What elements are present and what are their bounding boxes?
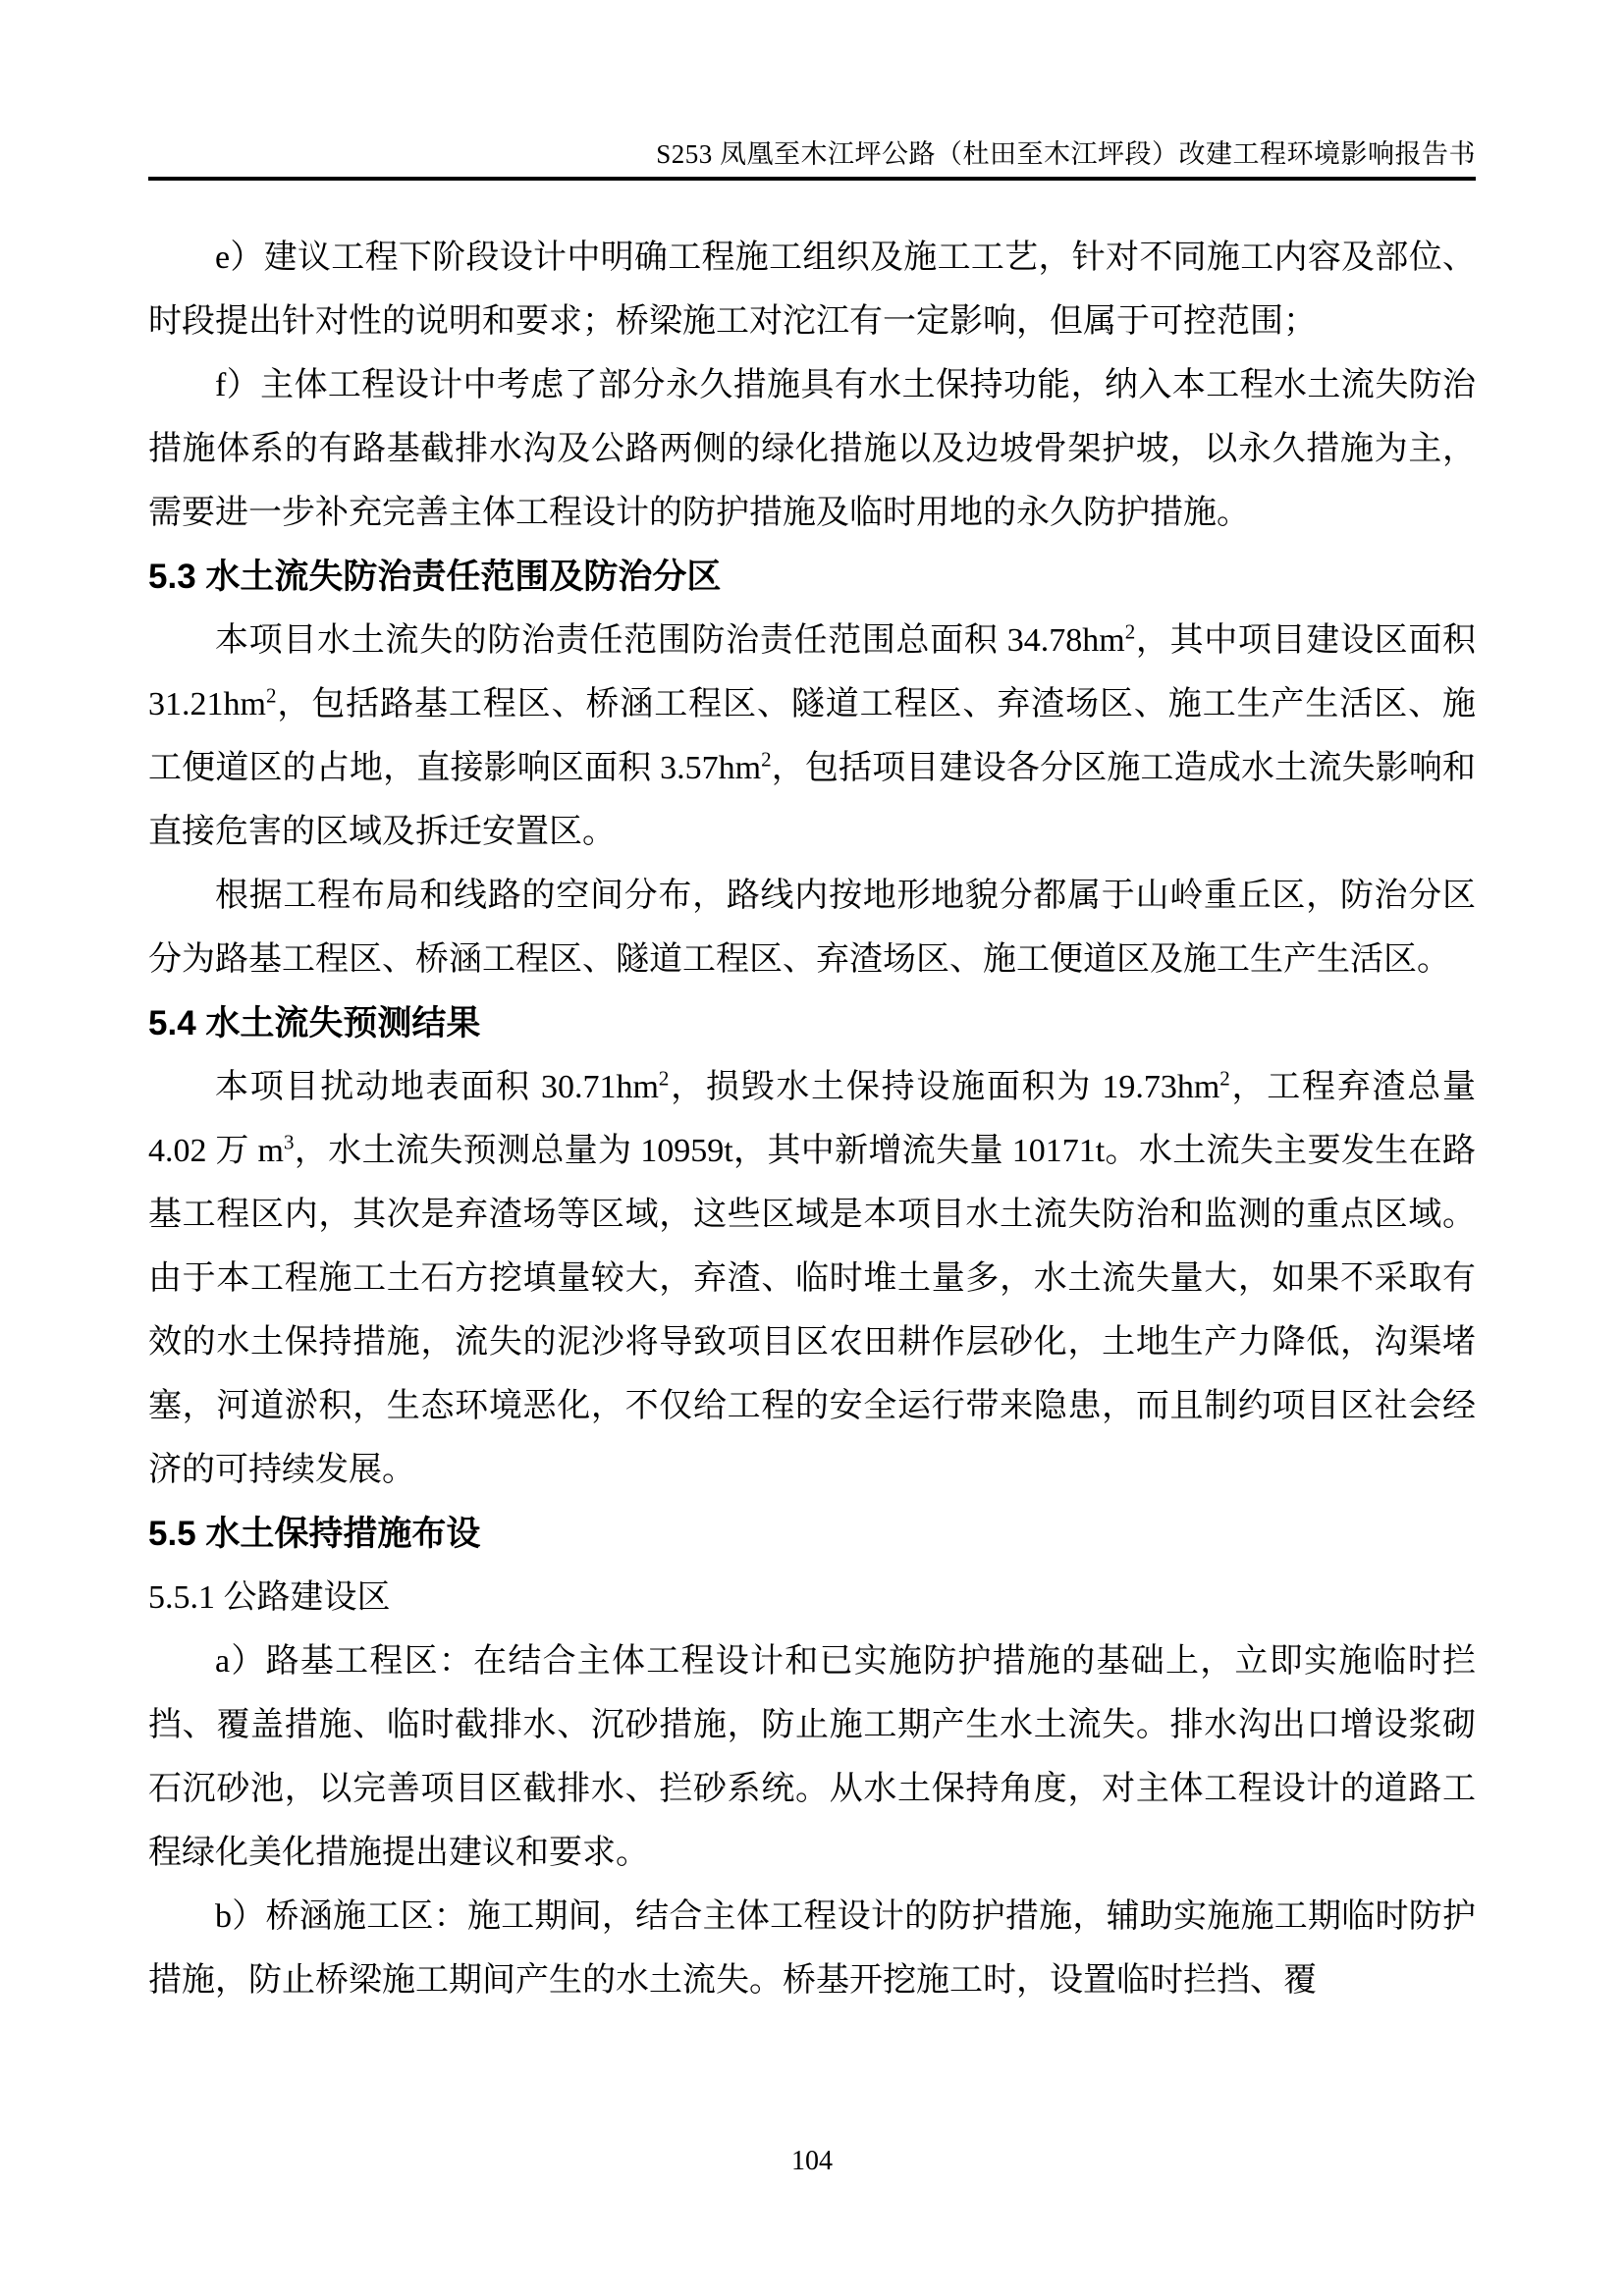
- text-run: ，包括项目建设各分区施工造成水土流失影响和直接危害的区域及拆迁安置区。: [148, 750, 1476, 850]
- paragraph: [148, 1885, 1476, 2012]
- paragraph: [148, 226, 1476, 353]
- text-run: 本项目水土流失的防治责任范围防治责任范围总面积 34.78hm: [215, 622, 1125, 659]
- text-run: ，损毁水土保持设施面积为 19.73hm: [669, 1069, 1220, 1105]
- section-heading: [148, 991, 1476, 1055]
- text-run: ，水土流失预测总量为 10959t，其中新增流失量 10171t。水土流失主要发生在路基工程区内，其次是弃渣场等区域，这些区域是本项目水土流失防治和监测的重点区域。由于本工程施工土石方挖填量较大，弃渣、临时堆土量多，水土流失量大，如果不采取有效的水土保持措施，流失的泥沙将导致项目区农田耕作层砂化，土地生产力降低，沟渠堵塞，河道淤积，生态环境恶化，不仅给工程的安全运行带来隐患，而且制约项目区社会经济的可持续发展。: [148, 1133, 1477, 1488]
- text-run: 本项目扰动地表面积 30.71hm: [215, 1069, 659, 1105]
- text-run: b）桥涵施工区：施工期间，结合主体工程设计的防护措施，辅助实施施工期临时防护措施，防止桥梁施工期间产生的水土流失。桥基开挖施工时，设置临时拦挡、覆: [148, 1898, 1476, 1999]
- document-header-title: S253 凤凰至木江坪公路（杜田至木江坪段）改建工程环境影响报告书: [656, 139, 1476, 169]
- text-run: 5.4 水土流失预测结果: [148, 1004, 481, 1042]
- text-run: 5.5.1 公路建设区: [148, 1579, 391, 1616]
- text-run: e）建议工程下阶段设计中明确工程施工组织及施工工艺，针对不同施工内容及部位、时段提出针对性的说明和要求；桥梁施工对沱江有一定影响，但属于可控范围；: [148, 240, 1476, 340]
- section-heading: [148, 1502, 1476, 1566]
- section-heading: [148, 545, 1476, 609]
- text-run: 5.5 水土保持措施布设: [148, 1515, 481, 1553]
- superscript: 2: [1219, 1066, 1230, 1091]
- superscript: 2: [658, 1066, 670, 1091]
- text-run: ，其中项目建设区面积 31.21hm: [148, 622, 1476, 722]
- paragraph: [148, 864, 1476, 991]
- text-run: f）主体工程设计中考虑了部分永久措施具有水土保持功能，纳入本工程水土流失防治措施体系的有路基截排水沟及公路两侧的绿化措施以及边坡骨架护坡，以永久措施为主，需要进一步补充完善主体工程设计的防护措施及临时用地的永久防护措施。: [148, 367, 1476, 531]
- text-run: 根据工程布局和线路的空间分布，路线内按地形地貌分都属于山岭重丘区，防治分区分为路基工程区、桥涵工程区、隧道工程区、弃渣场区、施工便道区及施工生产生活区。: [148, 878, 1476, 978]
- paragraph: [148, 1629, 1476, 1885]
- section-heading: [148, 1566, 1476, 1629]
- text-run: 5.3 水土流失防治责任范围及防治分区: [148, 558, 722, 596]
- paragraph: [148, 1055, 1476, 1502]
- page-number: 104: [791, 2146, 833, 2176]
- text-run: a）路基工程区：在结合主体工程设计和已实施防护措施的基础上，立即实施临时拦挡、覆盖措施、临时截排水、沉砂措施，防止施工期产生水土流失。排水沟出口增设浆砌石沉砂池，以完善项目区截排水、拦砂系统。从水土保持角度，对主体工程设计的道路工程绿化美化措施提出建议和要求。: [148, 1643, 1476, 1871]
- superscript: 2: [1124, 619, 1136, 644]
- document-body: [148, 226, 1476, 2012]
- paragraph: [148, 353, 1476, 545]
- paragraph: [148, 609, 1476, 864]
- superscript: 2: [761, 747, 772, 772]
- superscript: 3: [284, 1130, 295, 1154]
- text-run: ，包括路基工程区、桥涵工程区、隧道工程区、弃渣场区、施工生产生活区、施工便道区的占地，直接影响区面积 3.57hm: [148, 686, 1476, 786]
- header-rule: [148, 177, 1476, 181]
- superscript: 2: [265, 683, 277, 708]
- text-run: ，工程弃渣总量 4.02 万 m: [148, 1069, 1476, 1169]
